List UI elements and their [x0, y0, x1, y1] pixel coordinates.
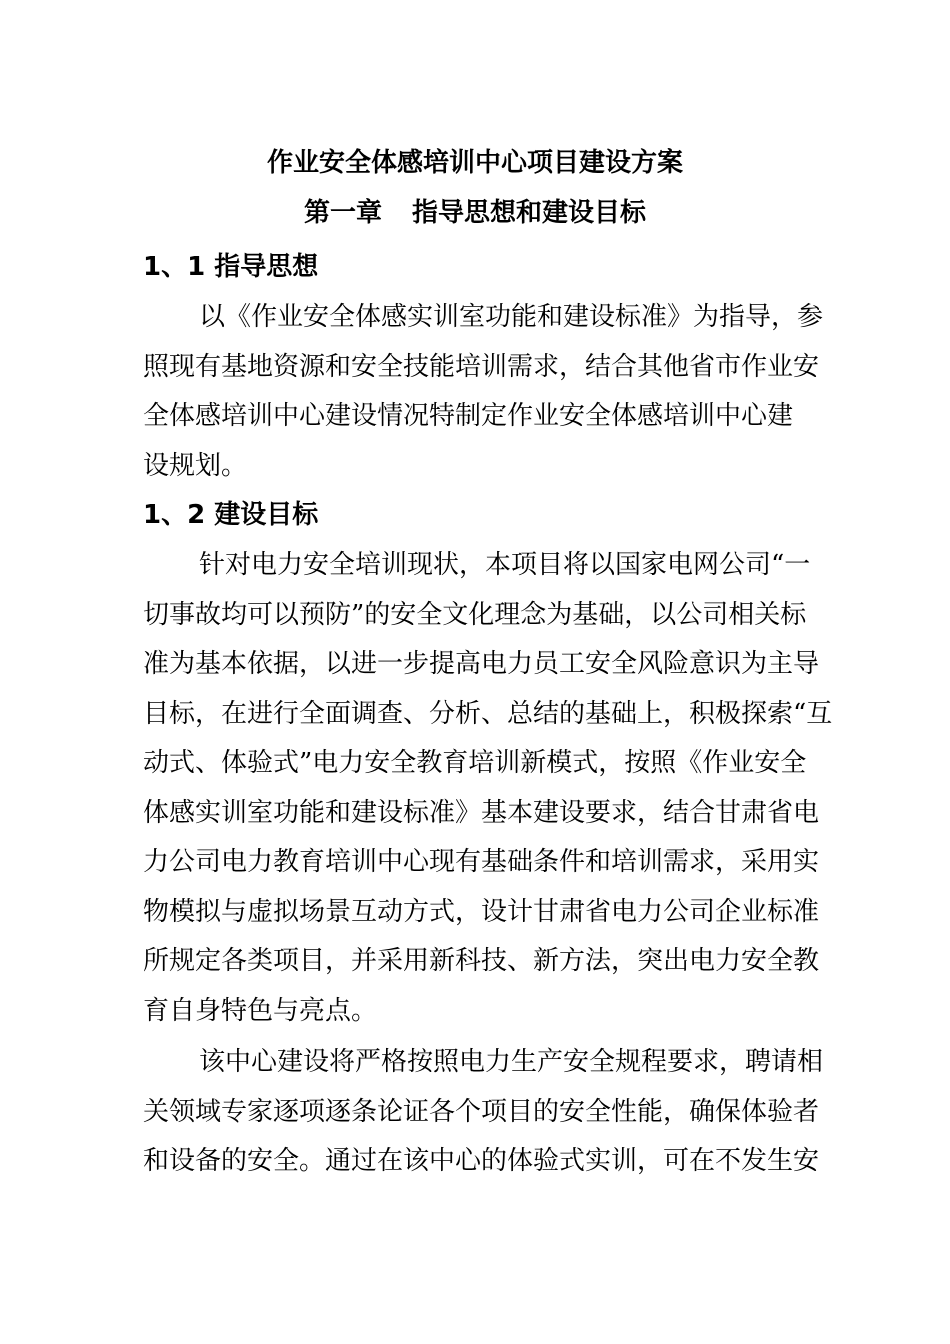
- chapter-title: [0, 198, 950, 229]
- paragraph-safety-assurance: [143, 1038, 824, 1187]
- chapter-name: 指导思想和建设目标: [412, 198, 647, 228]
- document-title: 作业安全体感培训中心项目建设方案: [266, 148, 683, 178]
- paragraph-line: 所规定各类项目，并采用新科技、新方法，突出电力安全教: [143, 946, 820, 976]
- section-heading-guiding-ideology: 1、1 指导思想: [143, 252, 319, 282]
- paragraph-line: 照现有基地资源和安全技能培训需求，结合其他省市作业安: [143, 351, 820, 382]
- paragraph-line: 动式、体验式”电力安全教育培训新模式，按照《作业安全: [143, 748, 807, 778]
- paragraph-line: 关领域专家逐项逐条论证各个项目的安全性能，确保体验者: [143, 1096, 820, 1127]
- section-heading-construction-goal: 1、2 建设目标: [143, 500, 319, 530]
- paragraph-line: 力公司电力教育培训中心现有基础条件和培训需求，采用实: [143, 847, 820, 877]
- paragraph-line: 该中心建设将严格按照电力生产安全规程要求，聘请相: [199, 1047, 824, 1077]
- paragraph-line: 针对电力安全培训现状，本项目将以国家电网公司“一: [199, 550, 811, 580]
- paragraph-line: 准为基本依据，以进一步提高电力员工安全风险意识为主导: [143, 649, 820, 679]
- paragraph-line: 全体感培训中心建设情况特制定作业安全体感培训中心建: [143, 401, 794, 431]
- chapter-number: 第一章: [303, 198, 382, 228]
- paragraph-line: 设规划。: [143, 450, 248, 481]
- paragraph-line: 育自身特色与亮点。: [143, 995, 378, 1026]
- paragraph-construction-goal: [143, 541, 833, 1036]
- paragraph-line: 目标，在进行全面调查、分析、总结的基础上，积极探索“互: [143, 698, 833, 729]
- paragraph-line: 切事故均可以预防”的安全文化理念为基础，以公司相关标: [143, 599, 807, 630]
- paragraph-line: 以《作业安全体感实训室功能和建设标准》为指导，参: [199, 302, 824, 332]
- paragraph-line: 体感实训室功能和建设标准》基本建设要求，结合甘肃省电: [143, 797, 820, 828]
- paragraph-guiding-ideology: [143, 293, 824, 491]
- paragraph-line: 物模拟与虚拟场景互动方式，设计甘肃省电力公司企业标准: [143, 896, 820, 927]
- paragraph-line: 和设备的安全。通过在该中心的体验式实训，可在不发生安: [143, 1146, 820, 1176]
